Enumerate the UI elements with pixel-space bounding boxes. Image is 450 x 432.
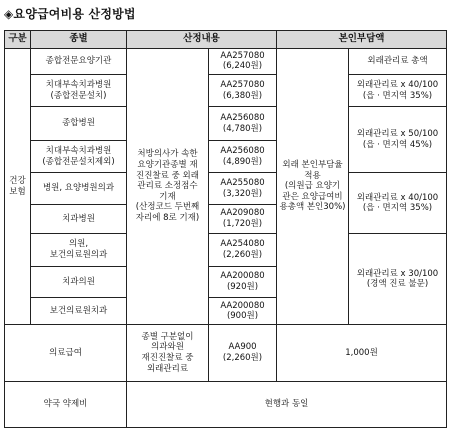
medical-aid-content-line: 의과와원 bbox=[151, 342, 184, 353]
type-cell bbox=[31, 266, 127, 297]
medical-aid-label: 의료급여 bbox=[5, 325, 127, 382]
code-cell bbox=[209, 298, 277, 325]
table-row bbox=[5, 173, 447, 204]
code-value: AA257080 bbox=[220, 80, 265, 91]
code-amount: (2,260원) bbox=[222, 249, 263, 260]
code-amount: (3,320원) bbox=[222, 188, 263, 199]
type-line: 치대부속치과병원 bbox=[45, 80, 112, 91]
page-title: ◈요양급여비용 산정방법 bbox=[4, 7, 136, 21]
group-label-line: 건강 bbox=[9, 175, 26, 186]
copay-note-line: 관은 요양급여비 bbox=[282, 191, 343, 202]
code-value: AA254080 bbox=[220, 239, 265, 250]
code-amount: (4,780원) bbox=[222, 123, 263, 134]
type-cell bbox=[31, 140, 127, 172]
code-cell bbox=[209, 74, 277, 106]
copay-value-cell bbox=[349, 48, 447, 74]
type-line: 종합병원 bbox=[62, 118, 95, 129]
calc-content-line: 자리에 8로 기재) bbox=[135, 213, 200, 224]
type-cell bbox=[31, 204, 127, 233]
medical-aid-code-cell bbox=[209, 325, 277, 382]
medical-aid-content-line: 재진진찰료 중 bbox=[141, 353, 194, 364]
header-copay: 본인부담액 bbox=[277, 31, 447, 49]
calc-content-line: 요양기관종별 재 bbox=[137, 159, 198, 170]
medical-aid-content-line: 외래관리료 bbox=[146, 363, 189, 374]
code-cell bbox=[209, 173, 277, 204]
copay-value-line: (읍 · 면지역 35%) bbox=[362, 203, 433, 214]
code-cell bbox=[209, 266, 277, 297]
medical-aid-copay: 1,000원 bbox=[277, 325, 447, 382]
code-value: AA256080 bbox=[220, 113, 265, 124]
header-category: 구분 bbox=[5, 31, 31, 49]
code-value: AA257080 bbox=[220, 50, 265, 61]
type-line: 보건의료원치과 bbox=[49, 305, 108, 316]
type-line: 치과병원 bbox=[62, 213, 95, 224]
code-amount: (1,720원) bbox=[222, 219, 263, 229]
calc-content-line: 진진찰료 중 외래 bbox=[136, 170, 199, 181]
copay-value-line: 외래관리료 총액 bbox=[367, 56, 428, 67]
group-label bbox=[5, 48, 31, 325]
type-cell bbox=[31, 298, 127, 325]
code-cell bbox=[209, 107, 277, 141]
pharmacy-label: 약국 약제비 bbox=[5, 381, 127, 427]
pharmacy-row bbox=[5, 381, 447, 427]
copay-value-line: 외래관리료 x 40/100 bbox=[356, 80, 439, 91]
code-cell bbox=[209, 48, 277, 74]
type-cell bbox=[31, 234, 127, 266]
copay-note-line: (의원급 요양기 bbox=[284, 181, 341, 192]
copay-value-cell bbox=[349, 173, 447, 234]
table-row bbox=[5, 48, 447, 74]
medical-aid-content-line: 종별 구분없이 bbox=[141, 331, 194, 342]
table-row bbox=[5, 234, 447, 266]
header-row bbox=[5, 31, 447, 49]
type-cell bbox=[31, 48, 127, 74]
medical-aid-code: AA900 bbox=[228, 342, 257, 353]
copay-note-line: 적용 bbox=[304, 170, 321, 181]
type-line: 병원, 요양병원의과 bbox=[42, 183, 115, 194]
copay-value-line: 외래관리료 x 30/100 bbox=[356, 268, 439, 279]
type-line: 보건의료원의과 bbox=[49, 249, 108, 260]
code-amount: (4,890원) bbox=[222, 156, 263, 167]
calc-content-line: 기재 bbox=[159, 191, 176, 202]
type-line: 종합전문요양기관 bbox=[45, 56, 112, 67]
code-cell bbox=[209, 140, 277, 172]
code-cell bbox=[209, 204, 277, 233]
code-value: AA256080 bbox=[220, 146, 265, 157]
group-label-line: 보험 bbox=[9, 186, 26, 197]
copay-value-cell bbox=[349, 234, 447, 325]
copay-value-line: (읍 · 면지역 45%) bbox=[362, 139, 433, 150]
header-calc-content: 산정내용 bbox=[127, 31, 277, 49]
medical-aid-amount: (2,260원) bbox=[222, 353, 263, 364]
code-amount: (920원) bbox=[226, 281, 259, 292]
code-value: AA200080 bbox=[220, 300, 265, 311]
type-line: (종합전문설치제외) bbox=[42, 156, 115, 167]
type-line: 치과의원 bbox=[62, 276, 95, 287]
copay-value-line: (경액 진료 불문) bbox=[366, 279, 429, 290]
code-amount: (6,240원) bbox=[222, 61, 263, 72]
type-line: 의원, bbox=[68, 239, 89, 250]
calc-content-line: 처방의사가 속한 bbox=[137, 149, 198, 160]
pharmacy-content: 현행과 동일 bbox=[127, 381, 447, 427]
medical-aid-content-cell bbox=[127, 325, 209, 382]
copay-value-cell bbox=[349, 107, 447, 173]
copay-note-line: 용총액 본인30%) bbox=[279, 202, 346, 213]
header-type: 종별 bbox=[31, 31, 127, 49]
code-value: AA209080 bbox=[220, 208, 265, 219]
fee-table bbox=[4, 30, 447, 428]
code-amount: (900원) bbox=[226, 311, 259, 322]
calc-content-line: 관리료 소정점수 bbox=[137, 181, 198, 192]
copay-value-line: (읍 · 면지역 35%) bbox=[362, 90, 433, 101]
code-value: AA200080 bbox=[220, 271, 265, 282]
table-row bbox=[5, 74, 447, 106]
copay-note-line: 외래 본인부담율 bbox=[282, 159, 343, 170]
copay-value-line: 외래관리료 x 50/100 bbox=[356, 129, 439, 140]
code-value: AA255080 bbox=[220, 178, 265, 188]
code-cell bbox=[209, 234, 277, 266]
type-line: (종합전문설치) bbox=[50, 90, 107, 101]
table-row bbox=[5, 107, 447, 141]
calc-content-cell bbox=[127, 48, 209, 325]
type-line: 치대부속치과병원 bbox=[45, 146, 112, 157]
copay-note-cell bbox=[277, 48, 349, 325]
type-cell bbox=[31, 74, 127, 106]
copay-value-line: 외래관리료 x 40/100 bbox=[356, 192, 439, 203]
type-cell bbox=[31, 107, 127, 141]
calc-content-line: (산정코드 두번째 bbox=[135, 202, 200, 213]
medical-aid-row bbox=[5, 325, 447, 382]
copay-value-cell bbox=[349, 74, 447, 106]
type-cell bbox=[31, 173, 127, 204]
code-amount: (6,380원) bbox=[222, 90, 263, 101]
